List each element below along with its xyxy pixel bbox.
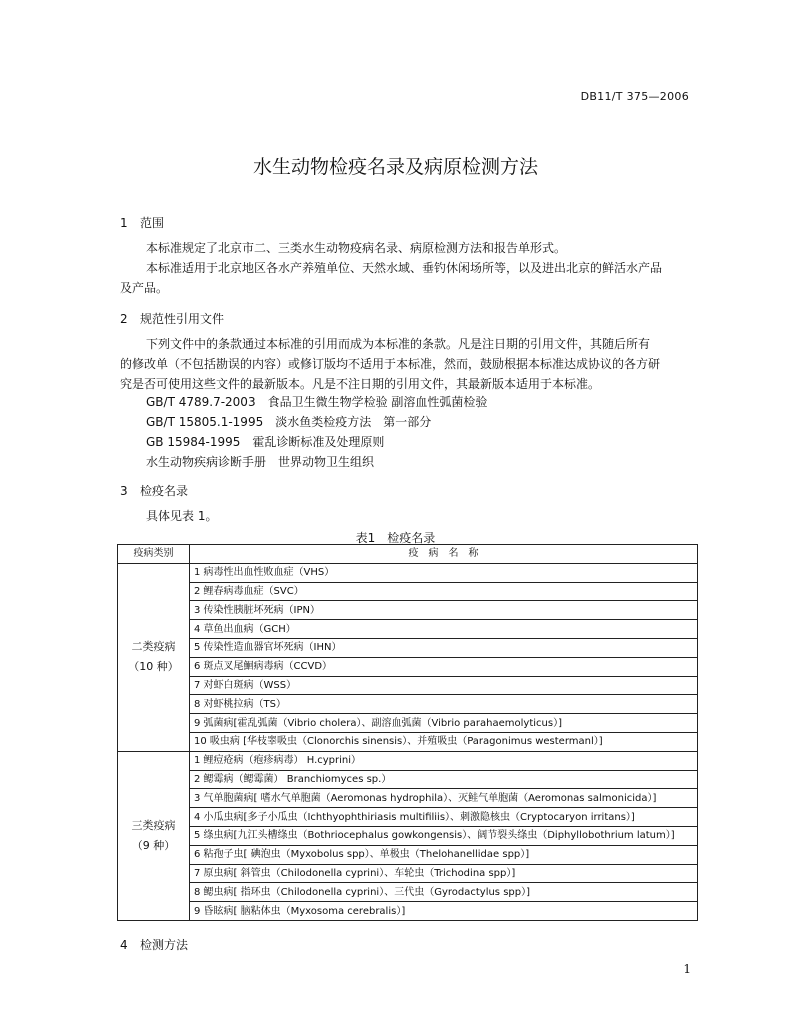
section-2-paragraph-line-1: 下列文件中的条款通过本标准的引用而成为本标准的条款。凡是注日期的引用文件，其随后所有: [146, 337, 651, 351]
table-row: [118, 695, 698, 714]
section-4-heading: [120, 936, 188, 953]
table-row: [118, 638, 698, 657]
section-title: 规范性引用文件: [140, 312, 225, 326]
page-number: 1: [683, 962, 691, 976]
category-cell-class-2: [118, 563, 190, 751]
section-3-heading: [120, 482, 188, 499]
disease-cell: 9 弧菌病[霍乱弧菌（Vibrio cholera）、副溶血弧菌（Vibrio parahaemolyticus）]: [190, 714, 698, 733]
table-row: [118, 826, 698, 845]
section-title: 检疫名录: [140, 484, 189, 498]
table-caption: 表1 检疫名录: [355, 531, 436, 545]
disease-cell: 10 吸虫病 [华枝睾吸虫（Clonorchis sinensis）、并殖吸虫（Paragonimus westermanl）]: [190, 732, 698, 751]
table-row: [118, 582, 698, 601]
disease-cell: 2 鳃霉病（鳃霉菌） Branchiomyces sp.）: [190, 770, 698, 789]
section-1-heading: [120, 214, 164, 231]
category-count: （10 种）: [128, 660, 179, 674]
reference-item: GB/T 4789.7-2003 食品卫生微生物学检验 副溶血性弧菌检验: [146, 395, 488, 409]
table-row: [118, 714, 698, 733]
disease-cell: 5 传染性造血器官坏死病（IHN）: [190, 638, 698, 657]
table-row: [118, 770, 698, 789]
section-number: 4: [120, 938, 128, 952]
disease-cell: 6 粘孢子虫[ 碘泡虫（Myxobolus spp）、单极虫（Thelohanellidae spp）]: [190, 845, 698, 864]
section-1-paragraph-1: 本标准规定了北京市二、三类水生动物疫病名录、病原检测方法和报告单形式。: [146, 241, 567, 255]
table-row: [118, 883, 698, 902]
reference-item: GB 15984-1995 霍乱诊断标准及处理原则: [146, 435, 385, 449]
document-code: DB11/T 375—2006: [580, 90, 689, 103]
disease-cell: 2 鲤春病毒血症（SVC）: [190, 582, 698, 601]
category-count: （9 种）: [131, 838, 176, 852]
header-disease-name: 疫 病 名 称: [190, 545, 698, 564]
section-2-paragraph-line-3: 究是否可使用这些文件的最新版本。凡是不注日期的引用文件，其最新版本适用于本标准。: [120, 377, 601, 391]
table-row: [118, 563, 698, 582]
table-row: [118, 864, 698, 883]
disease-cell: 6 斑点叉尾鮰病毒病（CCVD）: [190, 657, 698, 676]
disease-cell: 8 鳃虫病[ 指环虫（Chilodonella cyprini）、三代虫（Gyrodactylus spp）]: [190, 883, 698, 902]
disease-cell: 4 小瓜虫病[多子小瓜虫（Ichthyophthiriasis multifiliis）、刺激隐核虫（Cryptocaryon irritans）]: [190, 808, 698, 827]
table-row: [118, 845, 698, 864]
category-cell-class-3: [118, 751, 190, 920]
table-row: [118, 902, 698, 921]
table-row: [118, 789, 698, 808]
document-title: 水生动物检疫名录及病原检测方法: [252, 156, 538, 178]
disease-cell: 4 草鱼出血病（GCH）: [190, 620, 698, 639]
table-row: [118, 620, 698, 639]
header-disease-category: 疫病类别: [118, 545, 190, 564]
disease-cell: 1 病毒性出血性败血症（VHS）: [190, 563, 698, 582]
table-row: [118, 751, 698, 770]
disease-cell: 5 绦虫病[九江头槽绦虫（Bothriocephalus gowkongensis）、阔节裂头绦虫（Diphyllobothrium latum）]: [190, 826, 698, 845]
section-1-paragraph-2-cont: 及产品。: [120, 281, 169, 295]
section-number: 3: [120, 484, 128, 498]
section-number: 1: [120, 216, 128, 230]
category-label: 二类疫病: [131, 640, 176, 654]
disease-cell: 9 昏眩病[ 脑粘体虫（Myxosoma cerebralis）]: [190, 902, 698, 921]
table-row: [118, 732, 698, 751]
section-title: 检测方法: [140, 938, 189, 952]
disease-cell: 3 气单胞菌病[ 嗜水气单胞菌（Aeromonas hydrophila）、灭鲑气单胞菌（Aeromonas salmonicida）]: [190, 789, 698, 808]
section-number: 2: [120, 312, 128, 326]
reference-item: GB/T 15805.1-1995 淡水鱼类检疫方法 第一部分: [146, 415, 432, 429]
disease-cell: 8 对虾桃拉病（TS）: [190, 695, 698, 714]
quarantine-list-table: [117, 544, 698, 921]
section-1-paragraph-2: 本标准适用于北京地区各水产养殖单位、天然水域、垂钓休闲场所等，以及进出北京的鲜活水产品: [146, 261, 663, 275]
table-header-row: [118, 545, 698, 564]
disease-cell: 7 对虾白斑病（WSS）: [190, 676, 698, 695]
table-row: [118, 808, 698, 827]
reference-item: 水生动物疾病诊断手册 世界动物卫生组织: [146, 455, 375, 469]
table-row: [118, 657, 698, 676]
disease-cell: 3 传染性胰脏坏死病（IPN）: [190, 601, 698, 620]
disease-cell: 7 原虫病[ 斜管虫（Chilodonella cyprini）、车轮虫（Trichodina spp）]: [190, 864, 698, 883]
section-2-heading: [120, 310, 224, 327]
section-title: 范围: [140, 216, 165, 230]
table-row: [118, 601, 698, 620]
category-label: 三类疫病: [131, 818, 176, 832]
section-2-paragraph-line-2: 的修改单（不包括勘误的内容）或修订版均不适用于本标准，然而，鼓励根据本标准达成协议的各方研: [120, 357, 661, 371]
table-row: [118, 676, 698, 695]
disease-cell: 1 鲤痘疮病（疱疹病毒） H.cyprini）: [190, 751, 698, 770]
section-3-paragraph: 具体见表 1。: [146, 509, 218, 523]
